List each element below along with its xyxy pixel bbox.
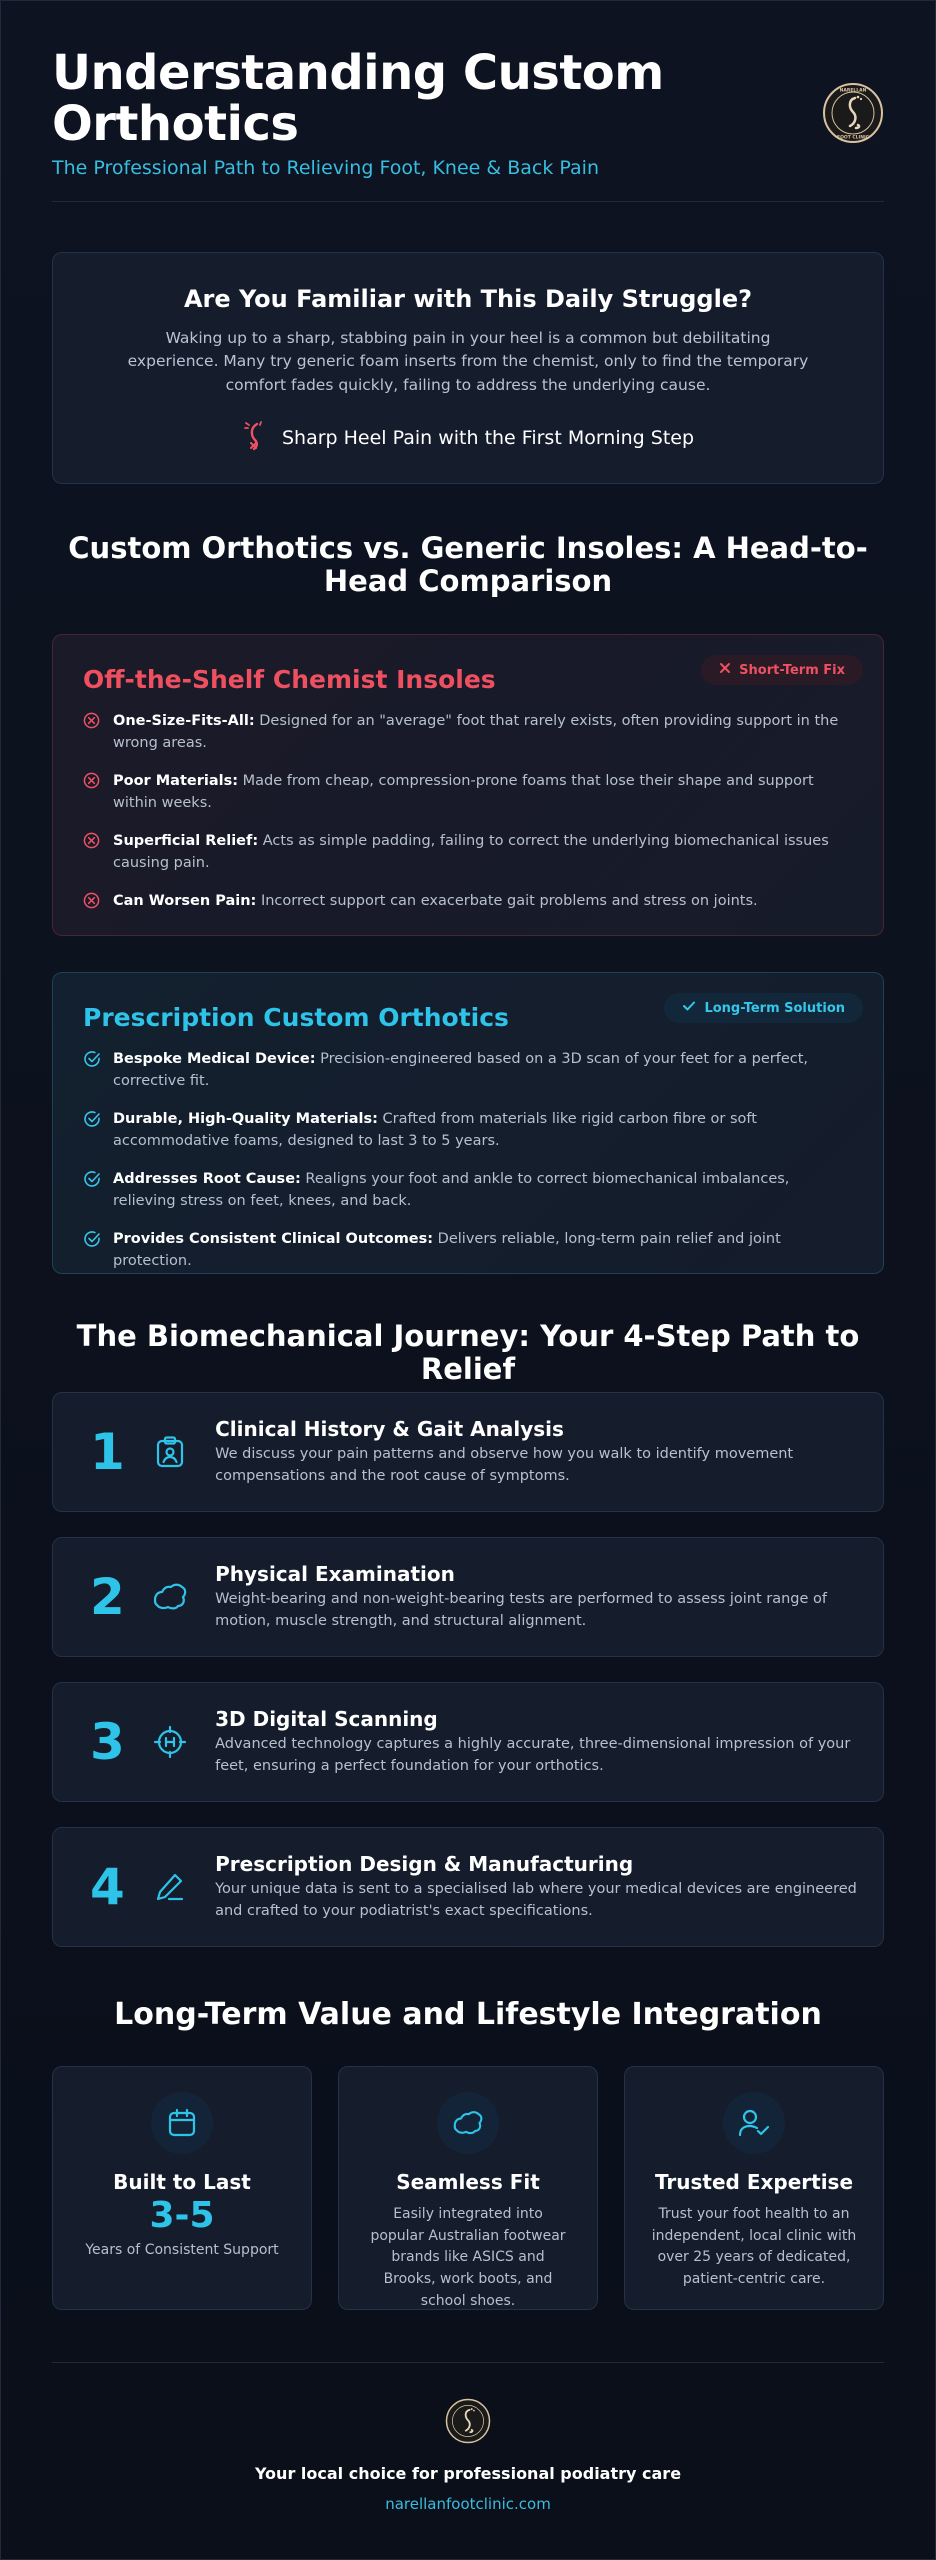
clipboard-person-icon <box>148 1430 191 1474</box>
list-item-description: Made from cheap, compression-prone foams that lose their shape and support within weeks. <box>113 772 814 812</box>
check-circle-icon <box>83 1168 103 1213</box>
page-subtitle: The Professional Path to Relieving Foot, Knee & Back Pain <box>52 156 599 179</box>
custom-orthotics-title: Prescription Custom Orthotics <box>83 1003 509 1032</box>
short-term-badge <box>701 655 863 685</box>
list-item-description: Incorrect support can exacerbate gait problems and stress on joints. <box>256 892 758 909</box>
short-term-badge-label: Short-Term Fix <box>739 662 845 678</box>
generic-insoles-list <box>83 710 853 916</box>
comparison-title: Custom Orthotics vs. Generic Insoles: A Head-to-Head Comparison <box>68 531 868 599</box>
list-item-label: Durable, High-Quality Materials: <box>113 1110 378 1127</box>
value-card-title: Seamless Fit <box>396 2170 540 2194</box>
list-item-text <box>113 1048 853 1093</box>
list-item-text <box>113 770 853 815</box>
value-card-text: Easily integrated into popular Australian footwear brands like ASICS and Brooks, work boots, and school shoes. <box>370 2206 566 2309</box>
x-circle-icon <box>83 890 103 916</box>
list-item <box>83 710 853 755</box>
list-item-text <box>113 830 853 875</box>
step-text: Your unique data is sent to a specialised lab where your medical devices are engineered and crafted to your podiatrist's exact specifications. <box>215 1880 857 1919</box>
struggle-title: Are You Familiar with This Daily Struggle? <box>183 285 753 313</box>
list-item-description: Crafted from materials like rigid carbon fibre or soft accommodative foams, designed to last 3 to 5 years. <box>113 1110 757 1150</box>
scan-target-icon <box>148 1720 191 1764</box>
calendar-icon <box>151 2092 213 2154</box>
step-text: Weight-bearing and non-weight-bearing tests are performed to assess joint range of motion, muscle strength, and structural alignment. <box>215 1590 828 1629</box>
pain-label: Sharp Heel Pain with the First Morning Step <box>281 427 695 450</box>
pen-icon <box>148 1865 191 1909</box>
list-item <box>83 830 853 875</box>
list-item <box>83 1108 853 1153</box>
step-2 <box>52 1537 884 1657</box>
value-card-built-to-last <box>52 2066 312 2310</box>
list-item-text <box>113 1168 853 1213</box>
step-3 <box>52 1682 884 1802</box>
header <box>52 45 884 179</box>
list-item <box>83 890 853 916</box>
list-item-description: Precision-engineered based on a 3D scan of your feet for a perfect, corrective fit. <box>113 1051 809 1090</box>
step-number: 2 <box>90 1568 125 1626</box>
custom-orthotics-card <box>52 972 884 1274</box>
step-title: Physical Examination <box>215 1561 455 1586</box>
footer-divider <box>52 2362 884 2363</box>
generic-insoles-title: Off-the-Shelf Chemist Insoles <box>83 665 496 694</box>
list-item-text <box>113 1228 853 1273</box>
list-item <box>83 1048 853 1093</box>
step-title: 3D Digital Scanning <box>215 1706 438 1731</box>
value-card-text: Trust your foot health to an independent, local clinic with over 25 years of dedicated, patient-centric care. <box>651 2206 857 2288</box>
struggle-card <box>52 252 884 484</box>
struggle-body: Waking up to a sharp, stabbing pain in your heel is a common but debilitating experience. Many try generic foam inserts from the chemist, only to find the temporary comfort fades quickly, failing to address the underlying cause. <box>127 329 809 394</box>
step-title: Clinical History & Gait Analysis <box>215 1416 564 1441</box>
journey-title: The Biomechanical Journey: Your 4-Step Path to Relief <box>76 1319 860 1387</box>
list-item-text <box>113 710 853 755</box>
list-item-text <box>113 1108 853 1153</box>
list-item-label: Superficial Relief: <box>113 832 259 849</box>
long-term-badge <box>664 993 863 1023</box>
step-4 <box>52 1827 884 1947</box>
value-card-seamless-fit <box>338 2066 598 2310</box>
list-item-label: Provides Consistent Clinical Outcomes: <box>113 1230 434 1247</box>
list-item-description: Delivers reliable, long-term pain relief and joint protection. <box>113 1230 781 1270</box>
step-text: Advanced technology captures a highly accurate, three-dimensional impression of your feet, ensuring a perfect foundation for your orthotics. <box>215 1735 851 1774</box>
header-divider <box>52 201 884 202</box>
list-item-text <box>113 890 758 916</box>
generic-insoles-card <box>52 634 884 936</box>
check-circle-icon <box>83 1228 103 1273</box>
step-title: Prescription Design & Manufacturing <box>215 1851 634 1876</box>
heel-pain-icon <box>242 419 268 458</box>
list-item-label: Poor Materials: <box>113 772 239 789</box>
step-1 <box>52 1392 884 1512</box>
value-card-number: 3-5 <box>149 2195 215 2236</box>
step-text: We discuss your pain patterns and observe how you walk to identify movement compensations and the root cause of symptoms. <box>215 1445 794 1484</box>
check-circle-icon <box>83 1048 103 1093</box>
svg-text:FOOT CLINIC: FOOT CLINIC <box>837 135 869 141</box>
list-item <box>83 1168 853 1213</box>
x-circle-icon <box>83 710 103 755</box>
x-icon <box>719 662 731 678</box>
x-circle-icon <box>83 830 103 875</box>
step-number: 1 <box>90 1423 125 1481</box>
check-circle-icon <box>83 1108 103 1153</box>
clinic-seal-icon <box>822 82 884 144</box>
custom-orthotics-list <box>83 1048 853 1273</box>
list-item-description: Acts as simple padding, failing to correct the underlying biomechanical issues causing pain. <box>113 832 829 872</box>
footer-website-link[interactable]: narellanfootclinic.com <box>385 2495 551 2513</box>
value-card-title: Built to Last <box>113 2170 251 2194</box>
value-card-title: Trusted Expertise <box>654 2170 854 2194</box>
long-term-badge-label: Long-Term Solution <box>704 1000 845 1016</box>
shoe-icon <box>437 2092 499 2154</box>
step-number: 3 <box>90 1713 125 1771</box>
footer-clinic-seal-icon <box>445 2398 491 2444</box>
list-item-label: Bespoke Medical Device: <box>113 1051 316 1067</box>
step-number: 4 <box>90 1858 125 1916</box>
list-item-label: Can Worsen Pain: <box>113 892 257 909</box>
list-item-label: One-Size-Fits-All: <box>113 713 255 729</box>
verified-person-icon <box>723 2092 785 2154</box>
list-item-description: Designed for an "average" foot that rarely exists, often providing support in the wrong areas. <box>113 713 839 752</box>
list-item-description: Realigns your foot and ankle to correct biomechanical imbalances, relieving stress on feet, knees, and back. <box>113 1170 790 1210</box>
foot-icon <box>148 1575 191 1619</box>
check-icon <box>682 1000 696 1016</box>
value-card-trusted-expertise <box>624 2066 884 2310</box>
list-item <box>83 1228 853 1273</box>
pain-highlight <box>53 419 883 458</box>
page-title: Understanding Custom Orthotics <box>52 45 664 153</box>
list-item-label: Addresses Root Cause: <box>113 1170 301 1187</box>
x-circle-icon <box>83 770 103 815</box>
footer <box>0 2398 936 2513</box>
list-item <box>83 770 853 815</box>
value-card-text: Years of Consistent Support <box>85 2241 279 2258</box>
value-title: Long-Term Value and Lifestyle Integration <box>114 1997 822 2032</box>
footer-tagline: Your local choice for professional podiatry care <box>254 2464 682 2483</box>
svg-text:NARELLAN: NARELLAN <box>839 88 867 94</box>
